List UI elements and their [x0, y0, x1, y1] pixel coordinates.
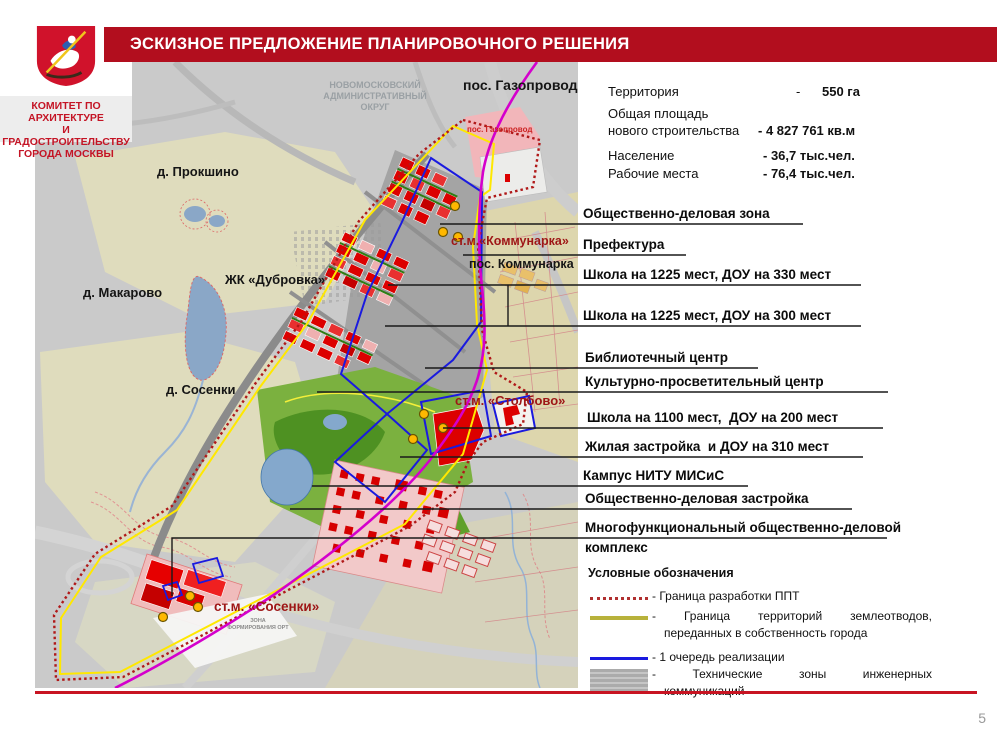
legend-technical-zones-symbol [590, 669, 648, 691]
legend-technical-line-1: - Технические зоны инженерных [652, 667, 932, 681]
legend-ppt-boundary-symbol [590, 597, 648, 600]
callout-school-1225-300: Школа на 1225 мест, ДОУ на 300 мест [583, 308, 832, 323]
stat-territory-value: 550 га [822, 84, 860, 99]
makarovo-village-label: д. Макарово [83, 285, 163, 300]
legend-first-phase-text: - 1 очередь реализации [652, 650, 785, 664]
legend [588, 566, 992, 702]
ort-zone-line-1: ЗОНА [250, 618, 266, 624]
gazoprovod-settlement-label: пос. Газопровод [463, 77, 578, 93]
legend-title: Условные обозначения [588, 566, 734, 580]
district-line-2: АДМИНИСТРАТИВНЫЙ [323, 91, 427, 101]
committee-line-3: ГОРОДА МОСКВЫ [18, 148, 114, 160]
sosenki-metro-label: ст.м. «Сосенки» [214, 599, 320, 614]
stat-construction-label-2: нового строительства [608, 123, 740, 138]
sosenki-village-label: д. Сосенки [166, 382, 236, 397]
prokshino-village-label: д. Прокшино [157, 164, 239, 179]
callout-misis-campus: Кампус НИТУ МИСиС [583, 468, 725, 483]
stat-jobs-value: - 76,4 тыс.чел. [763, 166, 855, 181]
callout-business-zone: Общественно-деловая зона [583, 206, 770, 221]
callout-prefecture: Префектура [583, 237, 665, 252]
gazoprovod-settlement-small-label: пос. Газопровод [467, 125, 533, 134]
stat-population-value: - 36,7 тыс.чел. [763, 148, 855, 163]
stat-jobs-label: Рабочие места [608, 166, 699, 181]
callout-multifunctional-complex: Многофункциональный общественно-деловой комплекс [585, 520, 901, 555]
header-bar [104, 27, 997, 62]
callout-library-center: Библиотечный центр [585, 350, 728, 365]
ort-zone-line-2: ФОРМИРОВАНИЯ ОРТ [227, 625, 289, 631]
ort-zone-label [203, 618, 313, 632]
dubrovka-complex-label: ЖК «Дубровка» [225, 272, 326, 287]
committee-name [0, 100, 132, 160]
stat-construction-label-1: Общая площадь [608, 106, 709, 121]
district-name-label [290, 80, 460, 113]
district-line-1: НОВОМОСКОВСКИЙ [329, 80, 421, 90]
committee-line-1: КОМИТЕТ ПО АРХИТЕКТУРЕ [28, 100, 104, 124]
legend-landowner-line-1: - Граница территорий землеотводов, [652, 609, 932, 623]
legend-landowner-boundary-symbol [590, 616, 648, 620]
callout-housing-dou-310: Жилая застройка и ДОУ на 310 мест [585, 439, 830, 454]
page-number: 5 [978, 710, 986, 726]
callout-cultural-center: Культурно-просветительный центр [585, 374, 824, 389]
footer-divider [35, 691, 977, 694]
stolbovo-metro-label: ст.м. «Столбово» [455, 393, 566, 408]
callout-business-development: Общественно-деловая застройка [585, 491, 809, 506]
stat-population-label: Население [608, 148, 675, 163]
legend-ppt-boundary-text: - Граница разработки ППТ [652, 589, 800, 603]
stat-territory-dash: - [796, 84, 801, 99]
stats-panel [606, 78, 998, 188]
stat-territory-label: Территория [608, 84, 679, 99]
district-line-3: ОКРУГ [360, 102, 390, 112]
slide-title: ЭСКИЗНОЕ ПРЕДЛОЖЕНИЕ ПЛАНИРОВОЧНОГО РЕШЕНИЯ [130, 35, 630, 53]
callout-school-1225-330: Школа на 1225 мест, ДОУ на 330 мест [583, 267, 832, 282]
callout-school-1100-200: Школа на 1100 мест, ДОУ на 200 мест [587, 410, 839, 425]
legend-landowner-line-2: переданных в собственность города [664, 626, 868, 640]
kommunarka-settlement-label: пос. Коммунарка [469, 257, 574, 271]
stat-construction-value: - 4 827 761 кв.м [758, 123, 856, 138]
committee-line-2: И ГРАДОСТРОИТЕЛЬСТВУ [2, 124, 130, 148]
legend-first-phase-symbol [590, 657, 648, 660]
moscow-coat-of-arms-icon [32, 24, 100, 88]
kommunarka-metro-label: ст.м.«Коммунарка» [451, 234, 569, 248]
